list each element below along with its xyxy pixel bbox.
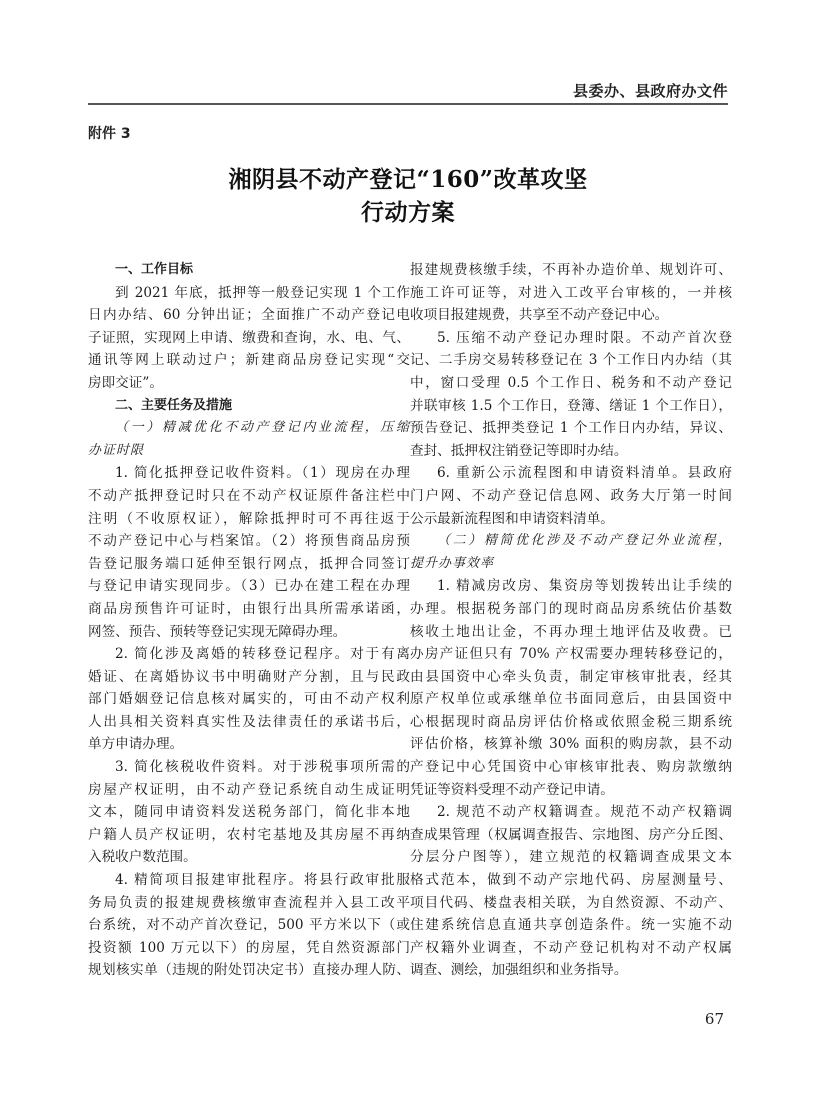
paragraph-line: 商品房预售许可证时，由银行出具所需承诺函，	[88, 600, 410, 617]
paragraph-line: 子证照，实现网上申请、缴费和查询，水、电、气、	[88, 329, 410, 346]
paragraph-line: 房屋产权证明，由不动产登记系统自动生成证明	[88, 781, 410, 798]
paragraph-line: 办理。根据税务部门的现时商品房系统估价基数	[410, 600, 732, 617]
paragraph-line: 台系统，对不动产首次登记，500 平方米以下（或	[88, 917, 410, 934]
paragraph-line: 入税收户数范围。	[88, 849, 197, 866]
paragraph-line: 注明（不收原权证），解除抵押时可不再往返于	[88, 510, 410, 527]
paragraph-line: 婚证、在离婚协议书中明确财产分割，且与民政	[88, 668, 410, 685]
subsection-heading: 提升办事效率	[410, 555, 495, 571]
paragraph-line: 由县国资中心牵头负责，制定审核审批表，经其	[410, 668, 732, 685]
paragraph-line: 分层分户图等），建立规范的权籍调查成果文本	[410, 849, 732, 866]
paragraph-line: 户籍人员产权证明，农村宅基地及其房屋不再纳	[88, 826, 410, 843]
paragraph-line: 部门婚姻登记信息核对属实的，可由不动产权利	[88, 691, 410, 708]
paragraph-line: 务局负责的报建规费核缴审查流程并入县工改平	[88, 894, 410, 911]
paragraph-line: 产登记中心凭国资中心审核审批表、购房款缴纳	[410, 759, 732, 776]
title-line-2: 行动方案	[361, 199, 455, 226]
section-heading: 一、工作目标	[115, 262, 194, 277]
paragraph-line: 1. 精减房改房、集资房等划拨转出让手续的	[437, 578, 732, 595]
paragraph-line: 报建规费核缴手续，不再补办造价单、规划许可、	[410, 262, 732, 278]
paragraph-line: 门户网、不动产登记信息网、政务大厅第一时间	[410, 487, 732, 504]
paragraph-line: 人出具相关资料真实性及法律责任的承诺书后，	[88, 713, 410, 730]
paragraph-line: 心根据现时商品房评估价格或依照金税三期系统	[410, 713, 732, 730]
paragraph-line: 告登记服务端口延伸至银行网点，抵押合同签订	[88, 555, 410, 572]
paragraph-line: 投资额 100 万元以下）的房屋，凭自然资源部门	[88, 939, 410, 956]
paragraph-line: 公示最新流程图和申请资料清单。	[410, 510, 614, 527]
page-number: 67	[704, 1010, 724, 1028]
paragraph-line: 办房产证但只有 70% 产权需要办理转移登记的，	[410, 646, 732, 663]
paragraph-line: 与登记申请实现同步。（3）已办在建工程在办理	[88, 578, 410, 595]
paragraph-line: 格式范本，做到不动产宗地代码、房屋测量号、	[410, 872, 732, 889]
paragraph-line: 通讯等网上联动过户；新建商品房登记实现“交	[88, 352, 410, 369]
subsection-heading: 办证时限	[88, 442, 145, 458]
paragraph-line: 中，窗口受理 0.5 个工作日、税务和不动产登记	[410, 374, 732, 391]
paragraph-line: 4. 精简项目报建审批程序。将县行政审批服	[115, 872, 410, 889]
document-title	[0, 163, 816, 229]
paragraph-line: 文本，随同申请资料发送税务部门，简化非本地	[88, 804, 410, 821]
paragraph-line: 并联审核 1.5 个工作日，登簿、缮证 1 个工作日），	[410, 397, 732, 414]
paragraph-line: 记、二手房交易转移登记在 3 个工作日内办结（其	[410, 352, 732, 369]
paragraph-line: 房即交证”。	[88, 374, 163, 391]
paragraph-line: 产权籍外业调查，不动产登记机构对不动产权属	[410, 939, 732, 956]
paragraph-line: 6. 重新公示流程图和申请资料清单。县政府	[437, 465, 732, 482]
right-column	[410, 259, 732, 982]
paragraph-line: 核收土地出让金，不再办理土地评估及收费。已	[410, 623, 732, 640]
paragraph-line: 不动产抵押登记时只在不动产权证原件备注栏中	[88, 487, 410, 504]
paragraph-line: 住建系统信息直通共享创造条件。统一实施不动	[410, 917, 732, 934]
section-heading: 二、主要任务及措施	[115, 397, 233, 413]
paragraph-line: 3. 简化核税收件资料。对于涉税事项所需的	[115, 759, 410, 776]
paragraph-line: 项目代码、楼盘表相关联，为自然资源、不动产、	[410, 894, 732, 911]
paragraph-line: 2. 简化涉及离婚的转移登记程序。对于有离	[115, 646, 410, 663]
subsection-heading: （一）精减优化不动产登记内业流程，压缩	[115, 420, 410, 436]
title-line-1: 湘阴县不动产登记“160”改革攻坚	[228, 166, 588, 193]
paragraph-line: 网签、预告、预转等登记实现无障碍办理。	[88, 623, 347, 640]
paragraph-line: 原产权单位或承继单位书面同意后，由县国资中	[410, 691, 732, 708]
subsection-heading: （二）精简优化涉及不动产登记外业流程，	[437, 533, 732, 549]
paragraph-line: 施工许可证等，对进入工改平台审核的，一并核	[410, 284, 732, 301]
paragraph-line: 2. 规范不动产权籍调查。规范不动产权籍调	[437, 804, 732, 821]
paragraph-line: 日内办结、60 分钟出证；全面推广不动产登记电	[88, 307, 410, 324]
paragraph-line: 规划核实单（违规的附处罚决定书）直接办理人防、	[88, 962, 410, 979]
paragraph-line: 调查、测绘，加强组织和业务指导。	[410, 962, 628, 979]
attachment-label: 附件 3	[88, 126, 131, 142]
paragraph-line: 单方申请办理。	[88, 736, 184, 753]
paragraph-line: 凭证等资料受理不动产登记申请。	[410, 781, 614, 798]
paragraph-line: 预告登记、抵押类登记 1 个工作日内办结，异议、	[410, 420, 732, 437]
paragraph-line: 1. 简化抵押登记收件资料。（1）现房在办理	[115, 465, 410, 482]
paragraph-line: 查成果管理（权属调查报告、宗地图、房产分丘图、	[410, 826, 732, 843]
paragraph-line: 评估价格，核算补缴 30% 面积的购房款，县不动	[410, 736, 732, 753]
paragraph-line: 不动产登记中心与档案馆。（2）将预售商品房预	[88, 533, 410, 550]
paragraph-line: 5. 压缩不动产登记办理时限。不动产首次登	[437, 329, 732, 346]
left-column	[88, 259, 410, 982]
paragraph-line: 到 2021 年底，抵押等一般登记实现 1 个工作	[115, 284, 410, 301]
paragraph-line: 收项目报建规费，共享至不动产登记中心。	[410, 307, 669, 324]
header-divider	[88, 103, 728, 105]
running-header: 县委办、县政府办文件	[572, 82, 728, 100]
paragraph-line: 查封、抵押权注销登记等即时办结。	[410, 442, 628, 459]
